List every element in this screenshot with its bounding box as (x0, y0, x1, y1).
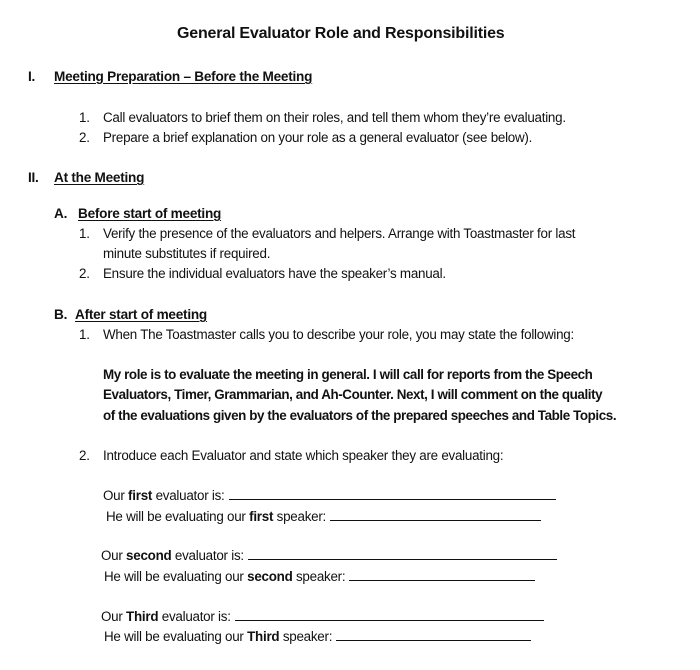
section-1-heading: Meeting Preparation – Before the Meeting (54, 69, 313, 84)
item-number: 2. (79, 448, 90, 463)
ordinal: first (249, 509, 274, 524)
item-number: 1. (79, 110, 90, 125)
item-number: 1. (79, 327, 90, 342)
second-speaker-blank[interactable] (349, 567, 535, 581)
third-speaker-line (104, 627, 531, 646)
third-speaker-blank[interactable] (336, 627, 531, 641)
label: speaker: (273, 509, 327, 524)
list-item-text: Ensure the individual evaluators have the speaker’s manual. (103, 266, 446, 281)
ordinal: second (126, 548, 172, 563)
first-speaker-line (106, 507, 541, 526)
second-speaker-line (104, 567, 535, 586)
ordinal: Third (126, 609, 159, 624)
sub-a-letter: A. (54, 206, 68, 221)
list-item (79, 109, 90, 127)
item-number: 2. (79, 130, 90, 145)
list-item (79, 129, 90, 147)
second-evaluator-blank[interactable] (248, 546, 557, 560)
sub-b-heading: After start of meeting (75, 307, 207, 322)
item-number: 2. (79, 266, 90, 281)
list-item-text: When The Toastmaster calls you to describe your role, you may state the following: (103, 327, 574, 342)
section-1-numeral: I. (28, 69, 36, 84)
ordinal: second (247, 569, 293, 584)
third-evaluator-line (101, 607, 544, 626)
statement-line: of the evaluations given by the evaluators of the prepared speeches and Table Topics. (103, 408, 617, 423)
first-speaker-blank[interactable] (330, 507, 541, 521)
label: He will be evaluating our (104, 629, 248, 644)
label: speaker: (279, 629, 333, 644)
list-item-text: Verify the presence of the evaluators and helpers. Arrange with Toastmaster for last (103, 226, 576, 241)
section-2-heading: At the Meeting (54, 170, 145, 185)
label: evaluator is: (158, 609, 231, 624)
statement-line: Evaluators, Timer, Grammarian, and Ah-Counter. Next, I will comment on the quality (103, 387, 603, 402)
statement-line: My role is to evaluate the meeting in general. I will call for reports from the Speech (103, 367, 593, 382)
section-2-numeral: II. (28, 170, 39, 185)
label: Our (101, 548, 127, 563)
label: He will be evaluating our (104, 569, 248, 584)
ordinal: Third (247, 629, 280, 644)
list-item-text: Call evaluators to brief them on their roles, and tell them whom they’re evaluating. (103, 110, 566, 125)
label: evaluator is: (152, 488, 225, 503)
second-evaluator-line (101, 546, 557, 565)
label: speaker: (292, 569, 346, 584)
ordinal: first (128, 488, 153, 503)
page-title: General Evaluator Role and Responsibilities (177, 25, 505, 42)
list-item-text-cont: minute substitutes if required. (103, 246, 271, 261)
sub-b-letter: B. (54, 307, 68, 322)
label: evaluator is: (171, 548, 244, 563)
list-item-text: Prepare a brief explanation on your role as a general evaluator (see below). (103, 130, 533, 145)
sub-a-heading: Before start of meeting (78, 206, 222, 221)
first-evaluator-blank[interactable] (229, 486, 556, 500)
label: He will be evaluating our (106, 509, 250, 524)
third-evaluator-blank[interactable] (235, 607, 544, 621)
list-item-text: Introduce each Evaluator and state which speaker they are evaluating: (103, 448, 504, 463)
first-evaluator-line (103, 486, 556, 505)
label: Our (103, 488, 129, 503)
item-number: 1. (79, 226, 90, 241)
label: Our (101, 609, 127, 624)
